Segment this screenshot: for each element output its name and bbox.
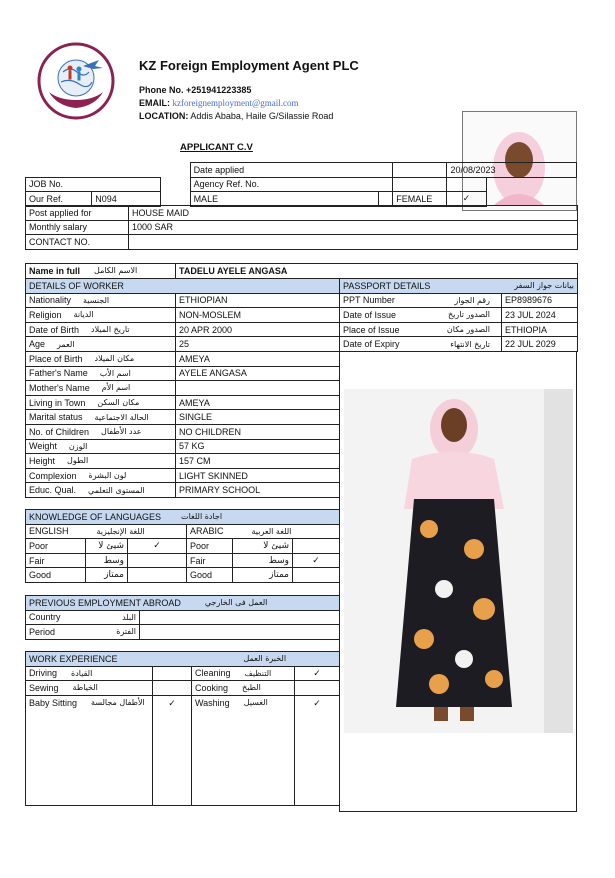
english-level-ar: وسط — [86, 553, 128, 568]
country-label-cell — [26, 610, 140, 625]
languages-table — [25, 509, 340, 583]
english-label: ENGLISH — [29, 526, 69, 537]
name-label: Name in full — [29, 265, 81, 276]
english-level-tick — [128, 553, 187, 568]
languages-header-label: KNOWLEDGE OF LANGUAGES — [29, 511, 162, 522]
passport-row — [340, 308, 578, 323]
worker-label: Complexion — [29, 470, 77, 481]
english-level-ar: ممتاز — [86, 568, 128, 583]
passport-label: PPT Number — [343, 295, 395, 306]
worker-row — [26, 381, 340, 396]
worker-value: 25 — [176, 337, 340, 352]
work-skill-tick: ✓ — [295, 666, 340, 681]
passport-details-table — [339, 278, 578, 352]
worker-value: NO CHILDREN — [176, 424, 340, 439]
our-ref-label: Our Ref. — [26, 192, 92, 207]
worker-row — [26, 366, 340, 381]
worker-label-cell — [26, 308, 176, 323]
worker-label-ar: الجنسية — [83, 295, 110, 305]
worker-row — [26, 337, 340, 352]
english-level-tick: ✓ — [128, 539, 187, 554]
country-value — [140, 610, 340, 625]
worker-label: Weight — [29, 441, 57, 452]
work-skill-ar: الغسيل — [243, 698, 268, 708]
worker-label-ar: العمر — [57, 339, 75, 349]
work-skill-ar: التنظيف — [244, 668, 272, 678]
work-skill-label: Cleaning — [195, 668, 231, 679]
worker-row — [26, 322, 340, 337]
worker-value: AMEYA — [176, 351, 340, 366]
phone-label: Phone No. — [139, 85, 184, 95]
work-skill-cell — [26, 681, 153, 696]
female-label: FEMALE — [393, 192, 447, 207]
worker-row — [26, 454, 340, 469]
country-label: Country — [29, 612, 61, 623]
work-experience-header — [26, 652, 340, 667]
worker-label-ar: الديانة — [73, 310, 94, 320]
passport-header-ar: بيانات جواز السفر — [514, 281, 574, 291]
arabic-level-label: Poor — [187, 539, 233, 554]
work-skill-ar: القيادة — [71, 668, 93, 678]
previous-header-ar: العمل فى الخارجي — [204, 598, 268, 608]
worker-row — [26, 483, 340, 498]
arabic-level-ar: وسط — [233, 553, 293, 568]
arabic-level-ar: شيئ لا — [233, 539, 293, 554]
work-skill-ar: الطبخ — [242, 683, 261, 693]
work-skill-label: Driving — [29, 668, 58, 679]
worker-label-ar: الحالة الاجتماعية — [94, 412, 149, 422]
worker-label-cell — [26, 468, 176, 483]
english-column-header — [26, 524, 187, 539]
previous-header-label: PREVIOUS EMPLOYMENT ABROAD — [29, 597, 181, 608]
work-skill-tick — [153, 666, 192, 681]
worker-label: Date of Birth — [29, 324, 80, 335]
contact-label: CONTACT NO. — [26, 235, 129, 250]
worker-value: NON-MOSLEM — [176, 308, 340, 323]
worker-label-cell — [26, 454, 176, 469]
phone-line — [139, 85, 251, 95]
worker-row — [26, 424, 340, 439]
passport-value: EP8989676 — [502, 293, 578, 308]
salary-label: Monthly salary — [26, 220, 129, 235]
worker-label-ar: عدد الأطفال — [101, 427, 142, 437]
arabic-level-tick — [293, 568, 340, 583]
arabic-label: ARABIC — [190, 526, 224, 537]
work-row — [26, 681, 340, 696]
work-header-label: WORK EXPERIENCE — [29, 653, 118, 664]
worker-label: No. of Children — [29, 426, 90, 437]
header-info-table — [25, 162, 577, 207]
work-skill-tick — [295, 681, 340, 696]
english-label-ar: اللغة الإنجليزية — [96, 526, 145, 536]
post-label: Post applied for — [26, 206, 129, 221]
worker-label: Height — [29, 455, 56, 466]
worker-details-table — [25, 278, 340, 498]
worker-label: Mother's Name — [29, 382, 90, 393]
work-skill-tick: ✓ — [295, 695, 340, 805]
arabic-column-header — [187, 524, 340, 539]
salary-value: 1000 SAR — [129, 220, 578, 235]
passport-label-cell — [340, 337, 502, 352]
agency-ref-label: Agency Ref. No. — [190, 177, 393, 192]
worker-label: Age — [29, 339, 46, 350]
previous-employment-table — [25, 595, 340, 640]
worker-label-ar: اسم الأب — [99, 368, 131, 378]
languages-header — [26, 510, 340, 525]
name-value: TADELU AYELE ANGASA — [176, 264, 578, 279]
work-skill-tick: ✓ — [153, 695, 192, 805]
worker-label-cell — [26, 395, 176, 410]
worker-value: PRIMARY SCHOOL — [176, 483, 340, 498]
passport-row — [340, 322, 578, 337]
name-label-ar: الاسم الكامل — [94, 266, 138, 276]
worker-value: AMEYA — [176, 395, 340, 410]
period-label: Period — [29, 626, 56, 637]
worker-label-cell — [26, 424, 176, 439]
passport-label-ar: الصدور مكان — [446, 325, 490, 335]
work-skill-cell — [192, 666, 295, 681]
female-tick: ✓ — [447, 192, 486, 207]
arabic-level-tick — [293, 539, 340, 554]
work-skill-cell — [26, 695, 153, 805]
period-label-cell — [26, 625, 140, 640]
arabic-level-ar: ممتاز — [233, 568, 293, 583]
passport-label-ar: رقم الجواز — [454, 295, 490, 305]
work-skill-cell — [192, 695, 295, 805]
work-skill-cell — [26, 666, 153, 681]
period-label-ar: الفترة — [116, 627, 136, 637]
passport-label-ar: الصدور تاريخ — [448, 310, 490, 320]
work-experience-table — [25, 651, 340, 806]
passport-value: 22 JUL 2029 — [502, 337, 578, 352]
worker-label-cell — [26, 483, 176, 498]
work-row — [26, 695, 340, 805]
worker-label-cell — [26, 322, 176, 337]
company-logo — [37, 42, 115, 120]
arabic-level-label: Fair — [187, 553, 233, 568]
email-label: EMAIL: — [139, 98, 170, 108]
worker-label-cell — [26, 366, 176, 381]
full-body-photo-icon — [344, 389, 573, 733]
worker-label-ar: مكان الميلاد — [94, 354, 135, 364]
contact-value — [129, 235, 578, 250]
worker-value: AYELE ANGASA — [176, 366, 340, 381]
work-skill-label: Washing — [195, 697, 230, 708]
work-skill-tick — [153, 681, 192, 696]
location-line — [139, 111, 333, 121]
passport-label-cell — [340, 322, 502, 337]
worker-label-ar: اسم الأم — [101, 383, 131, 393]
languages-header-ar: اجادة اللغات — [181, 512, 223, 522]
post-table — [25, 205, 578, 250]
worker-label: Marital status — [29, 412, 83, 423]
english-level-label: Fair — [26, 553, 86, 568]
worker-label: Educ. Qual. — [29, 485, 77, 496]
english-level-ar: شيئ لا — [86, 539, 128, 554]
phone-value: +251941223385 — [186, 85, 252, 95]
job-no-label: JOB No. — [26, 177, 161, 192]
worker-value — [176, 381, 340, 396]
applicant-full-photo — [344, 389, 573, 733]
worker-value: SINGLE — [176, 410, 340, 425]
work-skill-cell — [192, 681, 295, 696]
country-label-ar: البلد — [122, 612, 136, 622]
worker-label-ar: المستوى التعلمي — [88, 485, 145, 495]
passport-row — [340, 337, 578, 352]
worker-value: 157 CM — [176, 454, 340, 469]
work-skill-ar: الأطفال مجالسة — [91, 698, 145, 708]
date-applied-value: 20/08/2023 — [447, 163, 577, 178]
passport-label: Date of Issue — [343, 309, 397, 320]
worker-label: Father's Name — [29, 368, 88, 379]
work-skill-ar: الخياطة — [72, 683, 98, 693]
language-level-row — [26, 568, 340, 583]
worker-row — [26, 439, 340, 454]
worker-label-ar: مكان السكن — [97, 398, 140, 408]
worker-label-ar: الطول — [67, 456, 89, 466]
cv-title: APPLICANT C.V — [180, 142, 253, 153]
worker-label: Place of Birth — [29, 353, 83, 364]
passport-value: 23 JUL 2024 — [502, 308, 578, 323]
location-value: Addis Ababa, Haile G/Silassie Road — [190, 111, 334, 121]
english-level-label: Poor — [26, 539, 86, 554]
date-applied-label: Date applied — [190, 163, 393, 178]
worker-label: Religion — [29, 309, 62, 320]
worker-row — [26, 351, 340, 366]
worker-row — [26, 468, 340, 483]
company-name: KZ Foreign Employment Agent PLC — [139, 58, 359, 73]
passport-header-label: PASSPORT DETAILS — [343, 280, 431, 291]
post-value: HOUSE MAID — [129, 206, 578, 221]
passport-label-cell — [340, 308, 502, 323]
worker-label-cell — [26, 410, 176, 425]
email-link[interactable]: kzforeignemployment@gmail.com — [172, 98, 299, 108]
worker-label-cell — [26, 351, 176, 366]
english-level-tick — [128, 568, 187, 583]
passport-label: Date of Expiry — [343, 339, 400, 350]
language-level-row — [26, 553, 340, 568]
passport-label-ar: تاريخ الانتهاء — [450, 339, 490, 349]
worker-value: 57 KG — [176, 439, 340, 454]
work-skill-label: Cooking — [195, 682, 229, 693]
work-header-ar: الخبرة العمل — [243, 654, 287, 664]
worker-value: 20 APR 2000 — [176, 322, 340, 337]
arabic-level-label: Good — [187, 568, 233, 583]
worker-row — [26, 293, 340, 308]
location-label: LOCATION: — [139, 111, 189, 121]
arabic-label-ar: اللغة العربية — [251, 526, 292, 536]
worker-value: ETHIOPIAN — [176, 293, 340, 308]
worker-label-ar: لون البشرة — [88, 471, 127, 481]
male-label: MALE — [190, 192, 379, 207]
work-skill-label: Sewing — [29, 682, 59, 693]
worker-details-header: DETAILS OF WORKER — [26, 279, 340, 294]
our-ref-value: N094 — [92, 192, 161, 207]
arabic-level-tick: ✓ — [293, 553, 340, 568]
worker-value: LIGHT SKINNED — [176, 468, 340, 483]
language-level-row — [26, 539, 340, 554]
worker-label-cell — [26, 337, 176, 352]
passport-label-cell — [340, 293, 502, 308]
period-value — [140, 625, 340, 640]
email-line — [139, 98, 299, 108]
worker-row — [26, 410, 340, 425]
worker-row — [26, 308, 340, 323]
worker-label-cell — [26, 293, 176, 308]
globe-hands-plane-icon — [37, 42, 115, 120]
passport-label: Place of Issue — [343, 324, 400, 335]
worker-label-cell — [26, 381, 176, 396]
worker-label-ar: الوزن — [68, 441, 88, 451]
passport-row — [340, 293, 578, 308]
worker-label: Nationality — [29, 295, 72, 306]
name-label-cell — [26, 264, 176, 279]
work-row — [26, 666, 340, 681]
worker-label-ar: تاريخ الميلاد — [91, 325, 130, 335]
name-table — [25, 263, 578, 279]
work-skill-label: Baby Sitting — [29, 697, 78, 708]
worker-label-cell — [26, 439, 176, 454]
passport-value: ETHIOPIA — [502, 322, 578, 337]
worker-row — [26, 395, 340, 410]
worker-label: Living in Town — [29, 397, 86, 408]
passport-details-header — [340, 279, 578, 294]
english-level-label: Good — [26, 568, 86, 583]
previous-employment-header — [26, 596, 340, 611]
